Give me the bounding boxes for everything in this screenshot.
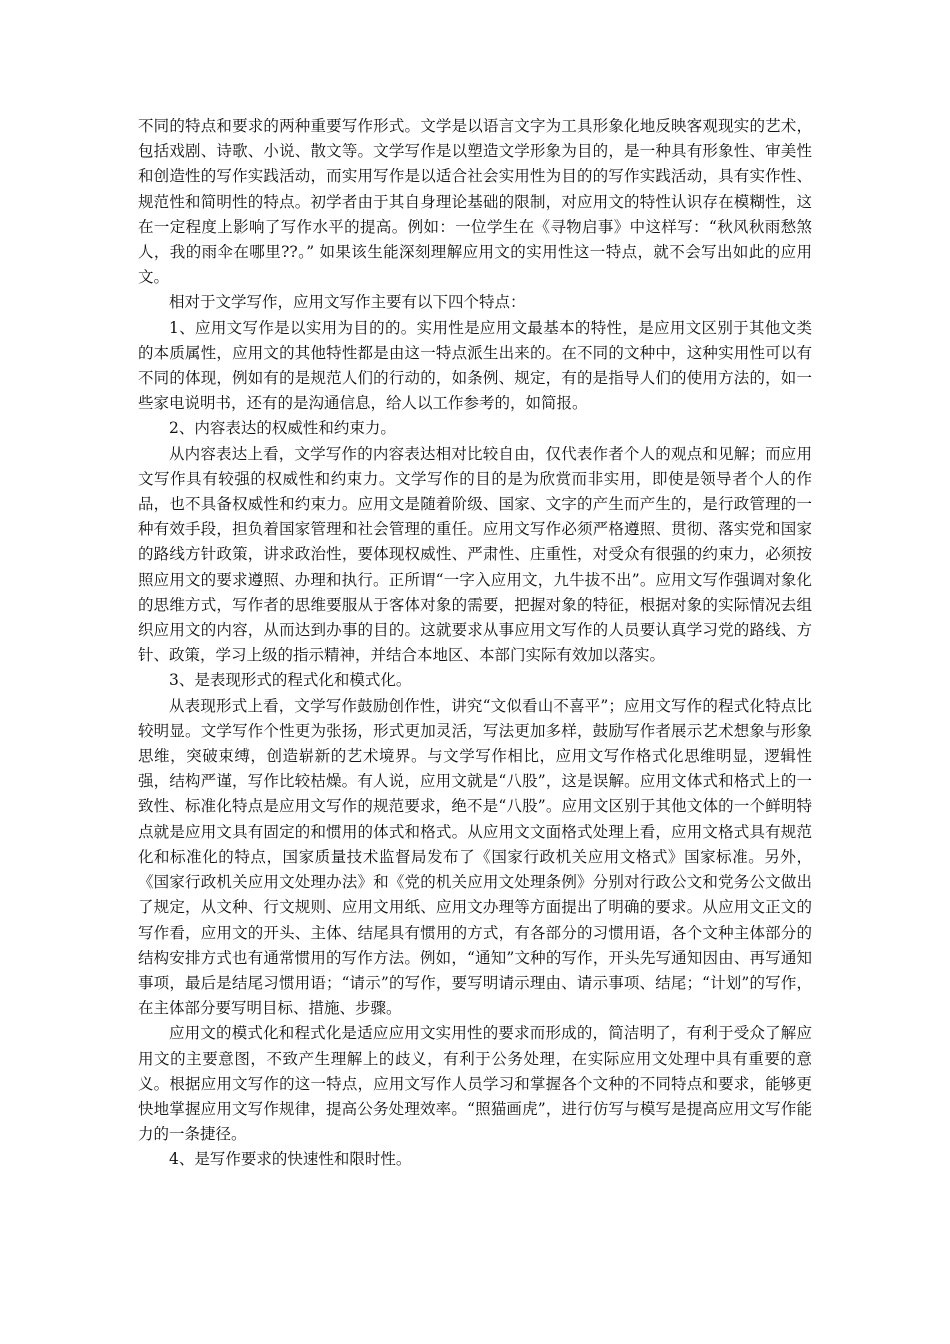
paragraph: 从内容表达上看，文学写作的内容表达相对比较自由，仅代表作者个人的观点和见解；而应用文写作具有较强的权威性和约束力。文学写作的目的是为欣赏而非实用，即使是领导者个人的作品，也不具备权威性和约束力。应用文是随着阶级、国家、文字的产生而产生的，是行政管理的一种有效手段，担负着国家管理和社会管理的重任。应用文写作必须严格遵照、贯彻、落实党和国家的路线方针政策，讲求政治性，要体现权威性、严肃性、庄重性，对受众有很强的约束力，必须按照应用文的要求遵照、办理和执行。正所谓“一字入应用文，九牛拔不出”。应用文写作强调对象化的思维方式，写作者的思维要服从于客体对象的需要，把握对象的特征，根据对象的实际情况去组织应用文的内容，从而达到办事的目的。这就要求从事应用文写作的人员要认真学习党的路线、方针、政策，学习上级的指示精神，并结合本地区、本部门实际有效加以落实。 [138, 444, 812, 665]
paragraph: 应用文的模式化和程式化是适应应用文实用性的要求而形成的，简洁明了，有利于受众了解应用文的主要意图，不致产生理解上的歧义，有利于公务处理，在实际应用文处理中具有重要的意义。根据应用文写作的这一特点，应用文写作人员学习和掌握各个文种的不同特点和要求，能够更快地掌握应用文写作规律，提高公务处理效率。“照猫画虎”，进行仿写与模写是提高应用文写作能力的一条捷径。 [138, 1024, 812, 1144]
paragraph: 从表现形式上看，文学写作鼓励创作性，讲究“文似看山不喜平”；应用文写作的程式化特点比较明显。文学写作个性更为张扬，形式更加灵活，写法更加多样，鼓励写作者展示艺术想象与形象思维，突破束缚，创造崭新的艺术境界。与文学写作相比，应用文写作格式化思维明显，逻辑性强，结构严谨，写作比较枯燥。有人说，应用文就是“八股”，这是误解。应用文体式和格式上的一致性、标准化特点是应用文写作的规范要求，绝不是“八股”。应用文区别于其他文体的一个鲜明特点就是应用文具有固定的和惯用的体式和格式。从应用文文面格式处理上看，应用文格式具有规范化和标准化的特点，国家质量技术监督局发布了《国家行政机关应用文格式》国家标准。另外，《国家行政机关应用文处理办法》和《党的机关应用文处理条例》分别对行政公文和党务公文做出了规定，从文种、行文规则、应用文用纸、应用文办理等方面提出了明确的要求。从应用文正文的写作看，应用文的开头、主体、结尾具有惯用的方式，有各部分的习惯用语，各个文种主体部分的结构安排方式也有通常惯用的写作方法。例如，“通知”文种的写作，开头先写通知因由、再写通知事项，最后是结尾习惯用语；“请示”的写作，要写明请示理由、请示事项、结尾；“计划”的写作，在主体部分要写明目标、措施、步骤。 [138, 696, 812, 1018]
paragraph: 不同的特点和要求的两种重要写作形式。文学是以语言文字为工具形象化地反映客观现实的艺术，包括戏剧、诗歌、小说、散文等。文学写作是以塑造文学形象为目的，是一种具有形象性、审美性和创造性的写作实践活动，而实用写作是以适合社会实用性为目的的写作实践活动，具有实作性、规范性和简明性的特点。初学者由于其自身理论基础的限制，对应用文的特性认识存在模糊性，这在一定程度上影响了写作水平的提高。例如：一位学生在《寻物启事》中这样写：“秋风秋雨愁煞人，我的雨伞在哪里??。” 如果该生能深刻理解应用文的实用性这一特点，就不会写出如此的应用文。 [138, 117, 812, 287]
document-body [138, 114, 812, 1173]
paragraph: 1、应用文写作是以实用为目的的。实用性是应用文最基本的特性，是应用文区别于其他文类的本质属性，应用文的其他特性都是由这一特点派生出来的。在不同的文种中，这种实用性可以有不同的体现，例如有的是规范人们的行动的，如条例、规定，有的是指导人们的使用方法的，如一些家电说明书，还有的是沟通信息，给人以工作参考的，如简报。 [138, 318, 812, 413]
section-heading: 3、是表现形式的程式化和模式化。 [169, 671, 412, 690]
section-heading: 2、内容表达的权威性和约束力。 [169, 419, 396, 438]
paragraph: 相对于文学写作，应用文写作主要有以下四个特点： [169, 293, 526, 312]
section-heading: 4、是写作要求的快速性和限时性。 [169, 1150, 412, 1169]
